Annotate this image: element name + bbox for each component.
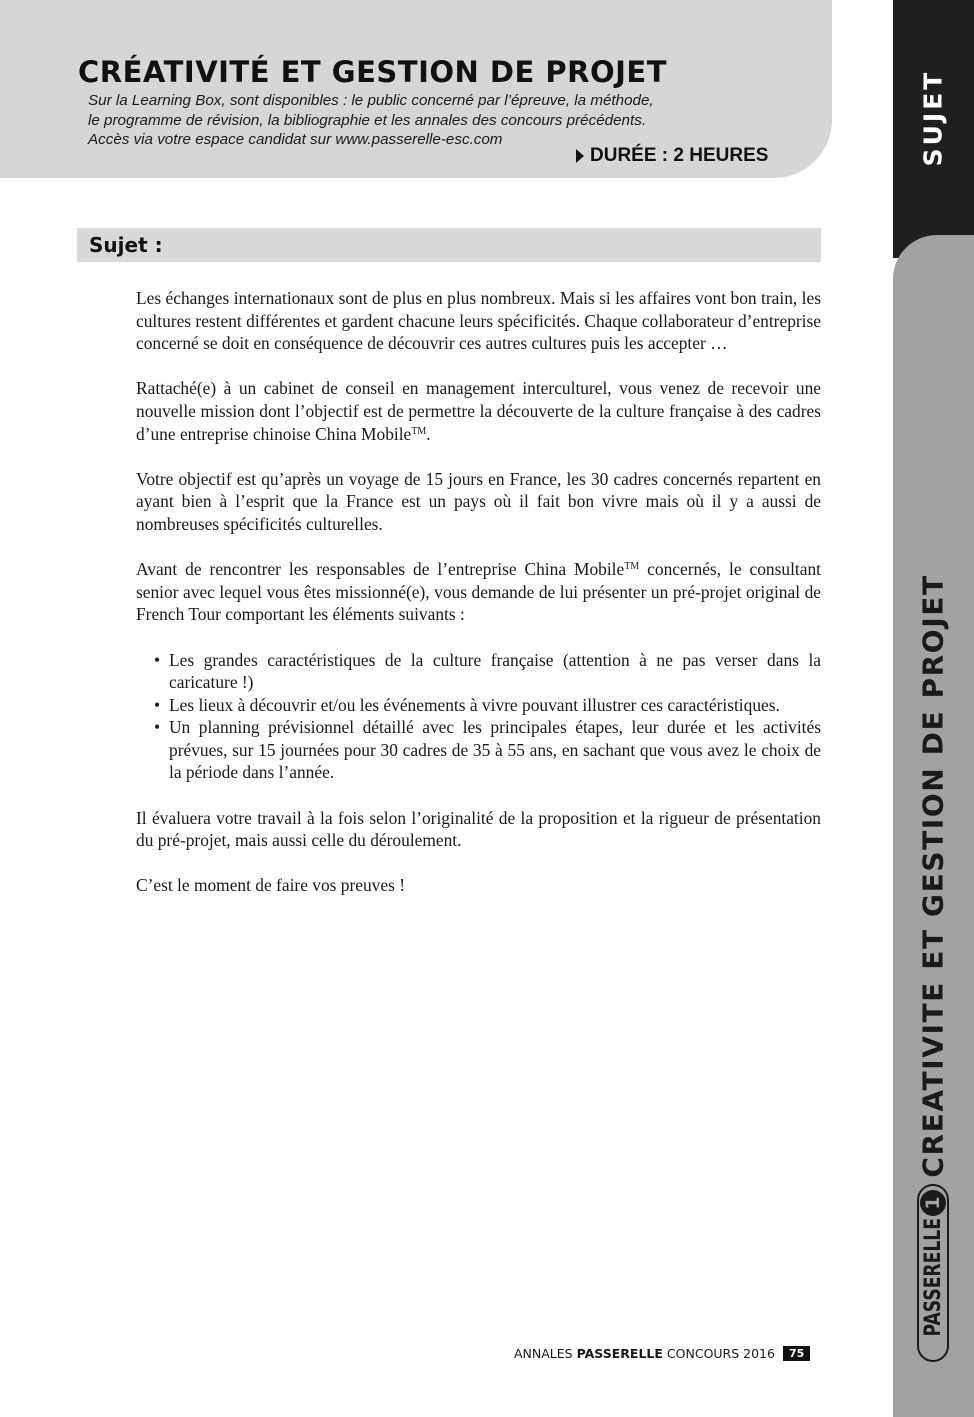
- page-number: 75: [783, 1346, 810, 1361]
- duration-label: [576, 145, 768, 167]
- footer-brand: PASSERELLE: [576, 1346, 663, 1361]
- paragraph-text: Avant de rencontrer les responsables de l’entreprise China Mobile: [136, 559, 625, 580]
- bullet-icon: •: [154, 717, 161, 738]
- sidebar-top-label: SUJET: [918, 69, 948, 167]
- play-triangle-icon: [576, 149, 584, 163]
- passerelle-logo: [917, 1184, 949, 1362]
- sidebar-main-label: CREATIVITE ET GESTION DE PROJET: [916, 574, 950, 1178]
- paragraph: [136, 377, 821, 445]
- paragraph-end: .: [426, 423, 431, 444]
- list-item: [154, 716, 821, 784]
- logo-number: 1: [920, 1190, 946, 1216]
- list-item-text: Les grandes caractéristiques de la culture française (attention à ne pas verser dans la caricature !): [169, 649, 821, 693]
- paragraph-text: concernés, le consultant senior avec lequel vous êtes missionné(e), vous demande de lui présenter un pré-projet original de French Tour comportant les éléments suivants :: [136, 559, 821, 625]
- list-item: [154, 649, 821, 694]
- page-title: CRÉATIVITÉ ET GESTION DE PROJET: [78, 55, 667, 89]
- list-item: [154, 694, 821, 717]
- footer-suffix: CONCOURS 2016: [666, 1346, 775, 1361]
- bullet-icon: •: [154, 694, 161, 715]
- intro-line: Accès via votre espace candidat sur www.passerelle-esc.com: [88, 131, 503, 148]
- paragraph-text: Rattaché(e) à un cabinet de conseil en management interculturel, vous venez de recevoir une nouvelle mission dont l’objectif est de permettre la découverte de la culture française à des cadres d’une entreprise chinoise China Mobile: [136, 378, 821, 444]
- list-item-text: Un planning prévisionnel détaillé avec les principales étapes, leur durée et les activités prévues, sur 15 journées pour 30 cadres de 35 à 55 ans, en sachant que vous avez le choix de la période dans l’année.: [169, 717, 821, 783]
- paragraph: Il évaluera votre travail à la fois selon l’originalité de la proposition et la rigueur de présentation du pré-projet, mais aussi celle du déroulement.: [136, 807, 821, 851]
- bullet-icon: •: [154, 649, 161, 670]
- paragraph: Votre objectif est qu’après un voyage de 15 jours en France, les 30 cadres concernés repartent en ayant bien à l’esprit que la France est un pays où il fait bon vivre mais où il y a aussi de nombreuses spécificités culturelles.: [136, 468, 821, 534]
- bullet-list: [136, 649, 821, 785]
- section-bar: [77, 228, 821, 262]
- intro-line: Sur la Learning Box, sont disponibles : le public concerné par l’épreuve, la méthode,: [88, 92, 654, 109]
- page-footer: [514, 1346, 810, 1361]
- footer-prefix: ANNALES: [514, 1346, 573, 1361]
- paragraph: [136, 558, 821, 626]
- paragraph: Les échanges internationaux sont de plus en plus nombreux. Mais si les affaires vont bon train, les cultures restent différentes et gardent chacune leurs spécificités. Chaque collaborateur d’entreprise concerné se doit en conséquence de découvrir ces autres cultures puis les accepter …: [136, 288, 821, 354]
- duration-text: DURÉE : 2 HEURES: [590, 145, 769, 166]
- paragraph: C’est le moment de faire vos preuves !: [136, 875, 405, 896]
- trademark-mark: TM: [411, 425, 427, 437]
- trademark-mark: TM: [624, 561, 640, 573]
- list-item-text: Les lieux à découvrir et/ou les événements à vivre pouvant illustrer ces caractéristiques.: [169, 694, 780, 715]
- section-heading: Sujet :: [89, 233, 163, 257]
- intro-text: [88, 91, 728, 150]
- logo-text: PASSERELLE: [920, 1218, 946, 1337]
- intro-line: le programme de révision, la bibliographie et les annales des concours précédents.: [88, 111, 647, 129]
- body-text: [136, 287, 821, 920]
